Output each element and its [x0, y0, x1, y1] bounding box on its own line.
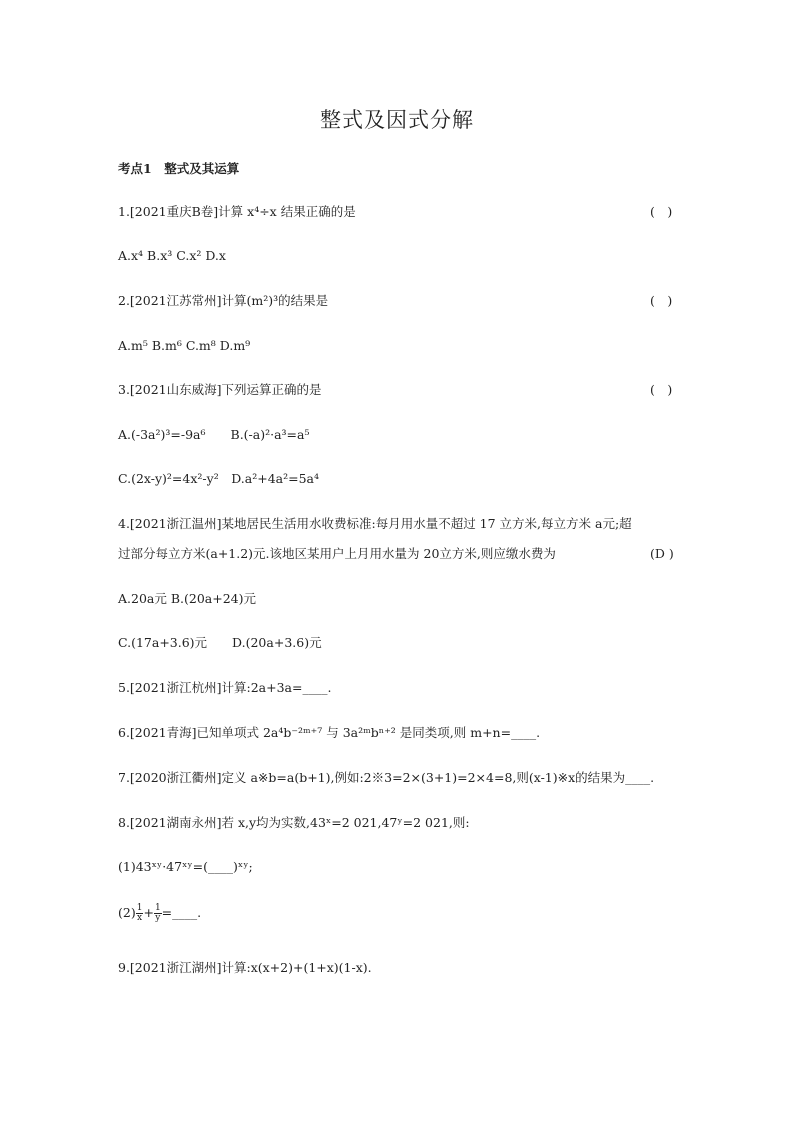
section-heading: 考点1 整式及其运算 — [118, 161, 240, 176]
question-2-answer-paren: ( ) — [650, 293, 673, 308]
question-4-answer: (D ) — [650, 546, 674, 561]
question-3-options-cd: C.(2x-y)²=4x²-y² D.a²+4a²=5a⁴ — [118, 471, 320, 486]
question-8-part-2: (2) $\frac{1}{x}$ + $\frac{1}{y}$ =____. — [118, 903, 202, 923]
question-8-part-1: (1)43ˣʸ·47ˣʸ=(____)ˣʸ; — [118, 859, 253, 874]
question-1-stem: 1.[2021重庆B卷]计算 x⁴÷x 结果正确的是 — [118, 204, 356, 219]
question-3-stem: 3.[2021山东威海]下列运算正确的是 — [118, 382, 322, 397]
question-4-line-2: 过部分每立方米(a+1.2)元.该地区某用户上月用水量为 20立方米,则应缴水费为 — [118, 546, 556, 561]
question-8-part-2-prefix: (2) — [118, 905, 136, 920]
question-4-options-cd: C.(17a+3.6)元 D.(20a+3.6)元 — [118, 635, 322, 650]
question-7: 7.[2020浙江衢州]定义 a※b=a(b+1),例如:2※3=2×(3+1)=2×4=8,则(x-1)※x的结果为____. — [118, 770, 655, 785]
question-5: 5.[2021浙江杭州]计算:2a+3a=____. — [118, 680, 332, 695]
question-3-options-ab: A.(-3a²)³=-9a⁶ B.(-a)²·a³=a⁵ — [118, 427, 310, 442]
question-2-stem: 2.[2021江苏常州]计算(m²)³的结果是 — [118, 293, 329, 308]
question-3-answer-paren: ( ) — [650, 382, 673, 397]
question-1-options: A.x⁴ B.x³ C.x² D.x — [118, 248, 226, 263]
page-title: 整式及因式分解 — [320, 108, 474, 132]
question-8-stem: 8.[2021湖南永州]若 x,y均为实数,43ˣ=2 021,47ʸ=2 021,则: — [118, 815, 470, 830]
question-8-part-2-suffix: =____. — [161, 905, 202, 920]
question-2-options: A.m⁵ B.m⁶ C.m⁸ D.m⁹ — [118, 338, 251, 353]
question-4-line-1: 4.[2021浙江温州]某地居民生活用水收费标准:每月用水量不超过 17 立方米,每立方米 a元;超 — [118, 516, 632, 531]
question-4-options-ab: A.20a元 B.(20a+24)元 — [118, 591, 256, 606]
fraction-1-over-y: $\frac{1}{y}$ — [154, 903, 161, 923]
question-6: 6.[2021青海]已知单项式 2a⁴b⁻²ᵐ⁺⁷ 与 3a²ᵐbⁿ⁺² 是同类项,则 m+n=____. — [118, 725, 541, 740]
question-1-answer-paren: ( ) — [650, 204, 673, 219]
question-9: 9.[2021浙江湖州]计算:x(x+2)+(1+x)(1-x). — [118, 960, 372, 975]
fraction-1-over-x: $\frac{1}{x}$ — [136, 903, 143, 923]
